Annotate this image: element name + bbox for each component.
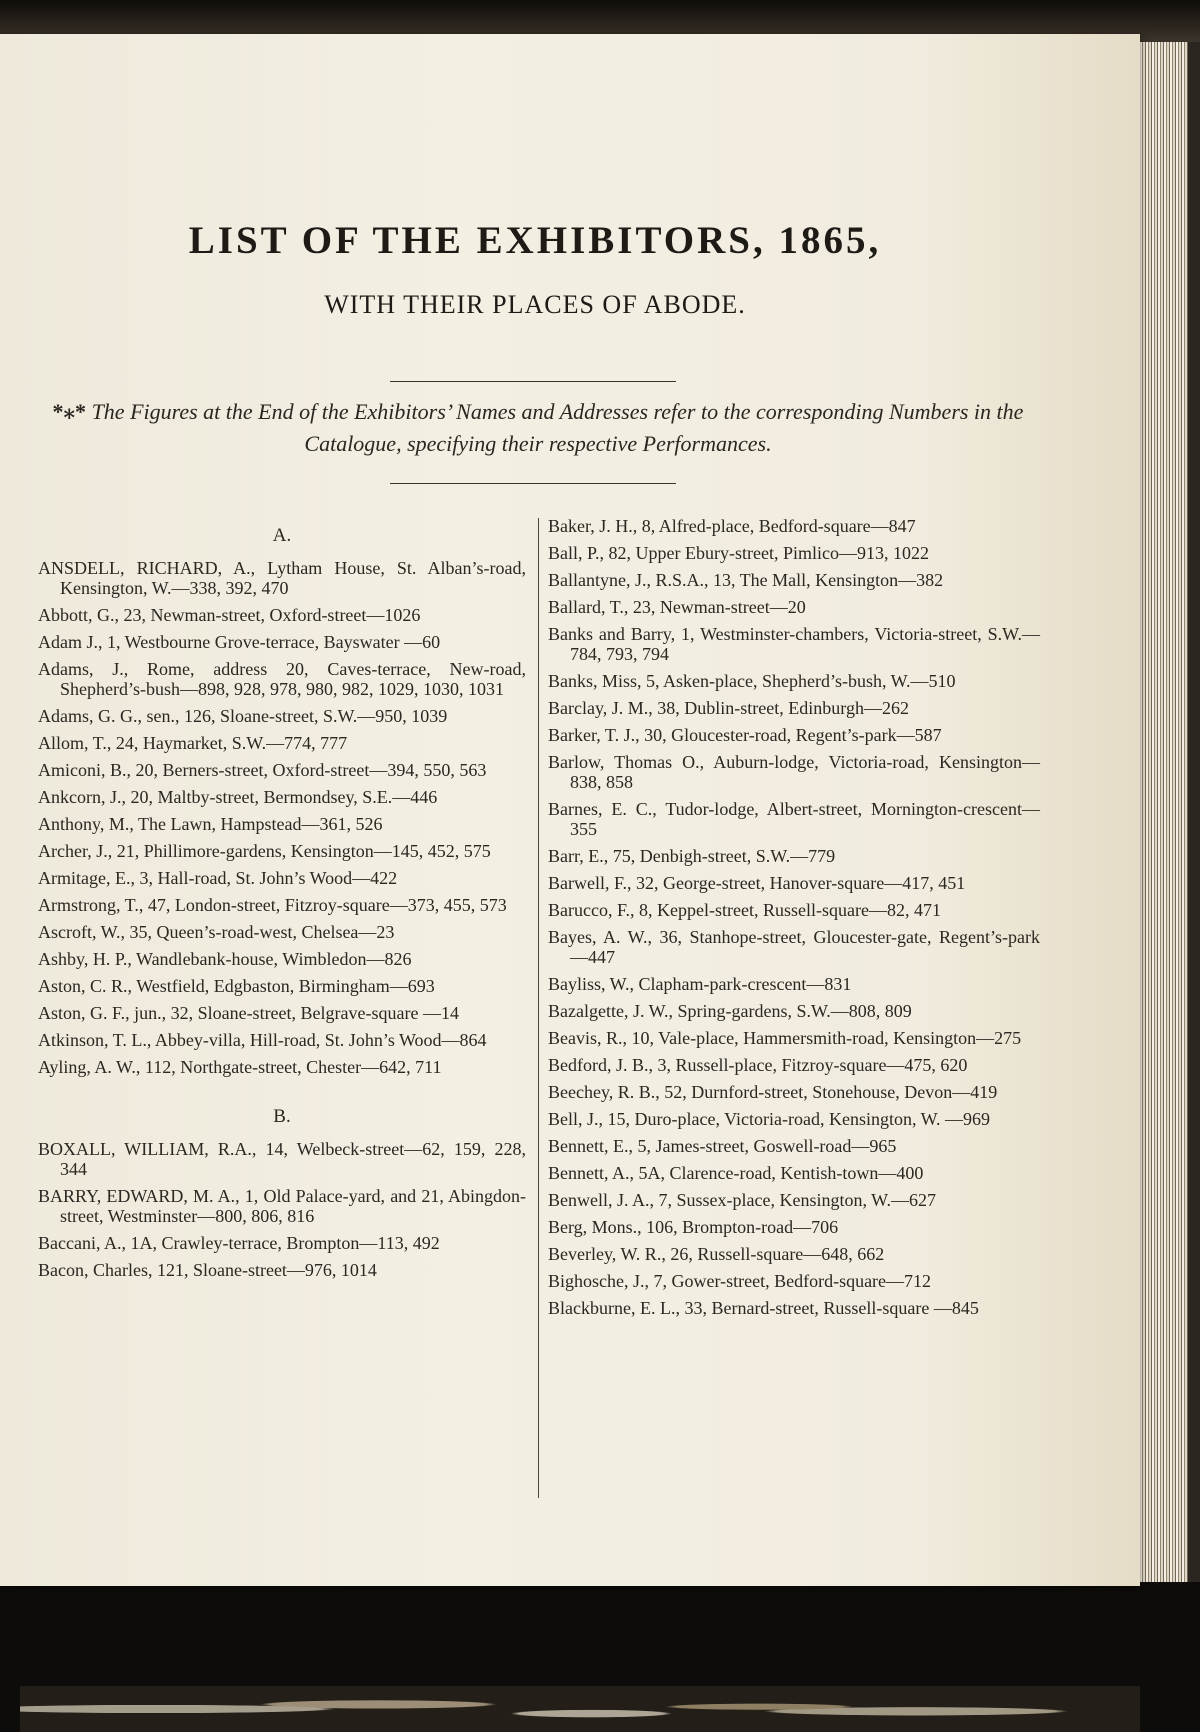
entries-a-list xyxy=(38,558,526,1077)
exhibitor-entry: Allom, T., 24, Haymarket, S.W.—774, 777 xyxy=(38,733,348,753)
exhibitor-entry: Barwell, F., 32, George-street, Hanover-square—417, 451 xyxy=(548,873,966,893)
exhibitor-entry: Bighosche, J., 7, Gower-street, Bedford-square—712 xyxy=(548,1271,932,1291)
exhibitor-entry: Beechey, R. B., 52, Durnford-street, Stonehouse, Devon—419 xyxy=(548,1082,998,1102)
column-divider xyxy=(538,518,539,1498)
exhibitor-entry: Armstrong, T., 47, London-street, Fitzroy-square—373, 455, 573 xyxy=(38,895,507,915)
exhibitor-entry: Atkinson, T. L., Abbey-villa, Hill-road, St. John’s Wood—864 xyxy=(38,1030,487,1050)
exhibitor-entry: Blackburne, E. L., 33, Bernard-street, Russell-square —845 xyxy=(548,1298,979,1318)
exhibitor-entry: Beavis, R., 10, Vale-place, Hammersmith-road, Kensington—275 xyxy=(548,1028,1022,1048)
exhibitor-entry: Bennett, A., 5A, Clarence-road, Kentish-town—400 xyxy=(548,1163,924,1183)
exhibitor-entry: Ascroft, W., 35, Queen’s-road-west, Chelsea—23 xyxy=(38,922,395,942)
exhibitor-entry: Baker, J. H., 8, Alfred-place, Bedford-square—847 xyxy=(548,516,916,536)
exhibitor-entry: Banks, Miss, 5, Asken-place, Shepherd’s-bush, W.—510 xyxy=(548,671,956,691)
exhibitor-entry: Ballantyne, J., R.S.A., 13, The Mall, Kensington—382 xyxy=(548,570,944,590)
exhibitor-entry: Abbott, G., 23, Newman-street, Oxford-street—1026 xyxy=(38,605,421,625)
exhibitor-entry: ANSDELL, RICHARD, A., Lytham House, St. Alban’s-road, Kensington, W.—338, 392, 470 xyxy=(38,558,526,598)
left-column xyxy=(38,516,526,1287)
exhibitor-entry: Baccani, A., 1A, Crawley-terrace, Brompton—113, 492 xyxy=(38,1233,440,1253)
exhibitor-entry: Barker, T. J., 30, Gloucester-road, Regent’s-park—587 xyxy=(548,725,942,745)
entries-b-left-list xyxy=(38,1139,526,1280)
catalogue-note xyxy=(38,396,1038,460)
exhibitor-entry: Adams, J., Rome, address 20, Caves-terrace, New-road, Shepherd’s-bush—898, 928, 978, 980, 982, 1029, 1030, 1031 xyxy=(38,659,526,699)
exhibitor-entry: Barr, E., 75, Denbigh-street, S.W.—779 xyxy=(548,846,836,866)
note-text: The Figures at the End of the Exhibitors’ Names and Addresses refer to the corresponding Numbers in the Catalogue, specifying their respective Performances. xyxy=(91,399,1024,456)
exhibitor-entry: Ball, P., 82, Upper Ebury-street, Pimlico—913, 1022 xyxy=(548,543,929,563)
exhibitor-entry: Ankcorn, J., 20, Maltby-street, Bermondsey, S.E.—446 xyxy=(38,787,438,807)
right-column xyxy=(548,516,1040,1325)
section-heading-b: B. xyxy=(273,1106,291,1127)
page-stack-edge xyxy=(1140,42,1188,1582)
section-heading-a: A. xyxy=(272,525,292,546)
marbled-endpaper xyxy=(20,1686,1140,1732)
exhibitor-entry: Bayes, A. W., 36, Stanhope-street, Gloucester-gate, Regent’s-park—447 xyxy=(548,927,1040,967)
exhibitor-entry: Ashby, H. P., Wandlebank-house, Wimbledon—826 xyxy=(38,949,412,969)
exhibitor-entry: Bacon, Charles, 121, Sloane-street—976, 1014 xyxy=(38,1260,377,1280)
exhibitor-entry: Barlow, Thomas O., Auburn-lodge, Victoria-road, Kensington—838, 858 xyxy=(548,752,1040,792)
exhibitor-entry: Barnes, E. C., Tudor-lodge, Albert-street, Mornington-crescent—355 xyxy=(548,799,1040,839)
book-spine xyxy=(1188,42,1200,1582)
exhibitor-entry: Armitage, E., 3, Hall-road, St. John’s Wood—422 xyxy=(38,868,398,888)
exhibitor-entry: Archer, J., 21, Phillimore-gardens, Kensington—145, 452, 575 xyxy=(38,841,491,861)
exhibitor-entry: Ayling, A. W., 112, Northgate-street, Chester—642, 711 xyxy=(38,1057,442,1077)
exhibitor-entry: Barucco, F., 8, Keppel-street, Russell-square—82, 471 xyxy=(548,900,941,920)
exhibitor-entry: Banks and Barry, 1, Westminster-chambers, Victoria-street, S.W.—784, 793, 794 xyxy=(548,624,1040,664)
divider-rule-top xyxy=(390,381,676,382)
page-title: LIST OF THE EXHIBITORS, 1865, xyxy=(188,219,882,262)
exhibitor-entry: Aston, C. R., Westfield, Edgbaston, Birmingham—693 xyxy=(38,976,435,996)
exhibitor-entry: BOXALL, WILLIAM, R.A., 14, Welbeck-street—62, 159, 228, 344 xyxy=(38,1139,526,1179)
exhibitor-entry: Bedford, J. B., 3, Russell-place, Fitzroy-square—475, 620 xyxy=(548,1055,968,1075)
exhibitor-entry: Bennett, E., 5, James-street, Goswell-road—965 xyxy=(548,1136,897,1156)
exhibitor-entry: Ballard, T., 23, Newman-street—20 xyxy=(548,597,806,617)
exhibitor-entry: Anthony, M., The Lawn, Hampstead—361, 526 xyxy=(38,814,383,834)
book-bottom-edge xyxy=(0,1582,1200,1732)
exhibitor-entry: Bayliss, W., Clapham-park-crescent—831 xyxy=(548,974,852,994)
exhibitor-entry: Aston, G. F., jun., 32, Sloane-street, Belgrave-square —14 xyxy=(38,1003,459,1023)
page-subtitle: WITH THEIR PLACES OF ABODE. xyxy=(324,290,746,319)
exhibitor-entry: BARRY, EDWARD, M. A., 1, Old Palace-yard, and 21, Abingdon-street, Westminster—800, 806, 816 xyxy=(38,1186,526,1226)
exhibitor-entry: Bazalgette, J. W., Spring-gardens, S.W.—808, 809 xyxy=(548,1001,912,1021)
exhibitor-entry: Benwell, J. A., 7, Sussex-place, Kensington, W.—627 xyxy=(548,1190,936,1210)
exhibitor-entry: Berg, Mons., 106, Brompton-road—706 xyxy=(548,1217,839,1237)
entries-b-right-list xyxy=(548,516,1040,1318)
divider-rule-bottom xyxy=(390,483,676,484)
exhibitor-entry: Amiconi, B., 20, Berners-street, Oxford-street—394, 550, 563 xyxy=(38,760,487,780)
exhibitor-entry: Adams, G. G., sen., 126, Sloane-street, S.W.—950, 1039 xyxy=(38,706,448,726)
exhibitor-entry: Bell, J., 15, Duro-place, Victoria-road, Kensington, W. —969 xyxy=(548,1109,991,1129)
exhibitor-entry: Adam J., 1, Westbourne Grove-terrace, Bayswater —60 xyxy=(38,632,441,652)
asterism-mark: *⁎* xyxy=(52,399,87,424)
exhibitor-entry: Barclay, J. M., 38, Dublin-street, Edinburgh—262 xyxy=(548,698,909,718)
exhibitor-entry: Beverley, W. R., 26, Russell-square—648, 662 xyxy=(548,1244,885,1264)
